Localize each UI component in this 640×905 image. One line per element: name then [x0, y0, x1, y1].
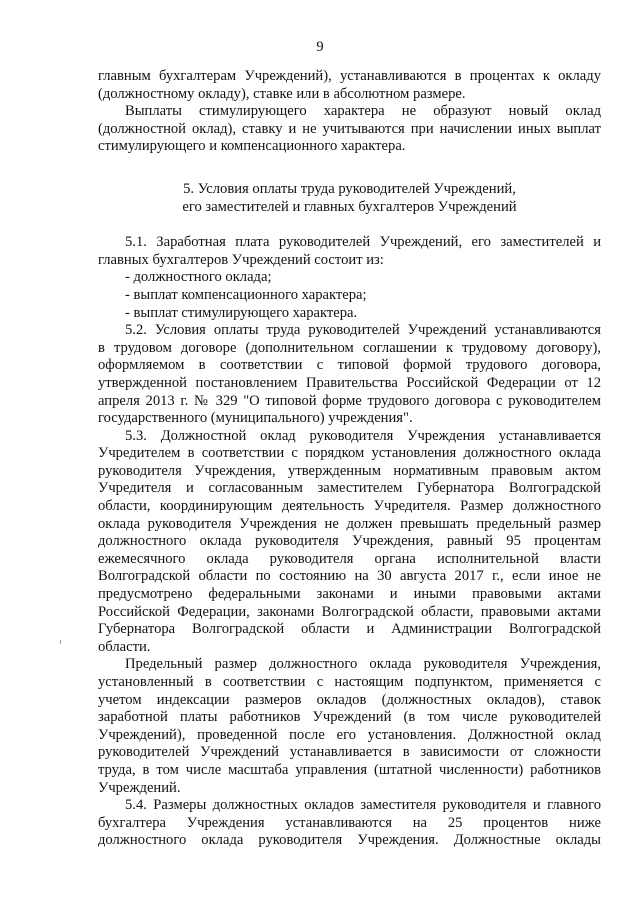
text-line: утвержденной постановлением Правительства Российской Федерации от 12 [98, 374, 601, 391]
text-line: оформляемом в соответствии с типовой формой трудового договора, [98, 357, 601, 374]
text-line: области. [98, 638, 151, 655]
text-line: руководителя Учреждения, утвержденным нормативным правовым актом [98, 462, 601, 479]
text-line: 5.1. Заработная плата руководителей Учреждений, его заместителей и [125, 234, 601, 251]
text-line: Российской Федерации, законами Волгоградской области, правовыми актами [98, 603, 601, 620]
text-line: 5.3. Должностной оклад руководителя Учреждения устанавливается [125, 427, 601, 444]
list-item: - выплат стимулирующего характера. [125, 304, 358, 321]
document-body [98, 68, 601, 850]
list-item: - выплат компенсационного характера; [125, 286, 367, 303]
heading-line: его заместителей и главных бухгалтеров Учреждений [182, 198, 517, 215]
text-line: бухгалтера Учреждения устанавливаются на 25 процентов ниже [98, 814, 601, 831]
text-line: должностного оклада руководителя Учреждения, равный 95 процентам [98, 533, 601, 550]
list-5-1 [98, 269, 601, 322]
text-line: 5.4. Размеры должностных окладов заместителя руководителя и главного [125, 797, 601, 814]
text-line: ежемесячного оклада руководителя органа исполнительной власти [98, 550, 601, 567]
text-line: государственного (муниципального) учреждения". [98, 410, 413, 427]
paragraph-5-1 [98, 234, 601, 269]
text-line: Выплаты стимулирующего характера не образуют новый оклад [125, 103, 601, 120]
text-line: главных бухгалтеров Учреждений состоит из: [98, 251, 384, 268]
text-line: Учредителя и согласованным заместителем Губернатора Волгоградской [98, 480, 601, 497]
text-line: Губернатора Волгоградской области и Администрации Волгоградской [98, 621, 601, 638]
text-line: в трудовом договоре (дополнительном соглашении к трудовому договору), [98, 339, 601, 356]
section-heading [98, 181, 601, 216]
paragraph-stimulating-payments [98, 103, 601, 156]
paragraph-continuation [98, 68, 601, 103]
text-line: Учреждений), проведенной после его установления. Должностной оклад [98, 726, 601, 743]
paragraph-oklad-limit [98, 656, 601, 797]
text-line: оклада руководителя Учреждения не должен превышать предельный размер [98, 515, 601, 532]
text-line: 5.2. Условия оплаты труда руководителей Учреждений устанавливаются [125, 322, 601, 339]
text-line: предусмотрено федеральными законами и иными правовыми актами [98, 586, 601, 603]
text-line: руководителей Учреждений устанавливается в зависимости от сложности [98, 744, 601, 761]
paragraph-5-3 [98, 428, 601, 657]
text-line: апреля 2013 г. № 329 "О типовой форме трудового договора с руководителем [98, 392, 601, 409]
text-line: Предельный размер должностного оклада руководителя Учреждения, [125, 656, 601, 673]
text-line: труда, в том числе масштаба управления (штатной численности) работников [98, 761, 601, 778]
text-line: Волгоградской области по состоянию на 30 августа 2017 г., если иное не [98, 568, 601, 585]
text-line: главным бухгалтерам Учреждений), устанавливаются в процентах к окладу [98, 68, 601, 84]
text-line: стимулирующего и компенсационного характера. [98, 138, 406, 155]
text-line: области, координирующим деятельность Учредителя. Размер должностного [98, 498, 601, 515]
page-number: 9 [316, 39, 324, 55]
scan-edge-mark [60, 640, 61, 644]
text-line: установленный в соответствии с настоящим подпунктом, применяется с [98, 674, 601, 690]
text-line: (должностному окладу), ставке или в абсолютном размере. [98, 85, 466, 102]
paragraph-5-4 [98, 797, 601, 850]
paragraph-5-2 [98, 322, 601, 428]
list-item: - должностного оклада; [125, 269, 272, 286]
spacer [98, 216, 601, 234]
text-line: Учредителем в соответствии с порядком установления должностного оклада [98, 445, 601, 462]
text-line: учетом индексации размеров окладов (должностных окладов), ставок [98, 691, 601, 708]
text-line: (должностной оклад), ставку и не учитываются при начислении иных выплат [98, 120, 601, 137]
heading-line: 5. Условия оплаты труда руководителей Учреждений, [183, 180, 516, 197]
text-line: Учреждений. [98, 779, 181, 796]
text-line: должностного оклада руководителя Учреждения. Должностные оклады [98, 832, 601, 849]
text-line: заработной платы работников Учреждений (в том числе руководителей [98, 709, 601, 726]
spacer [98, 156, 601, 181]
